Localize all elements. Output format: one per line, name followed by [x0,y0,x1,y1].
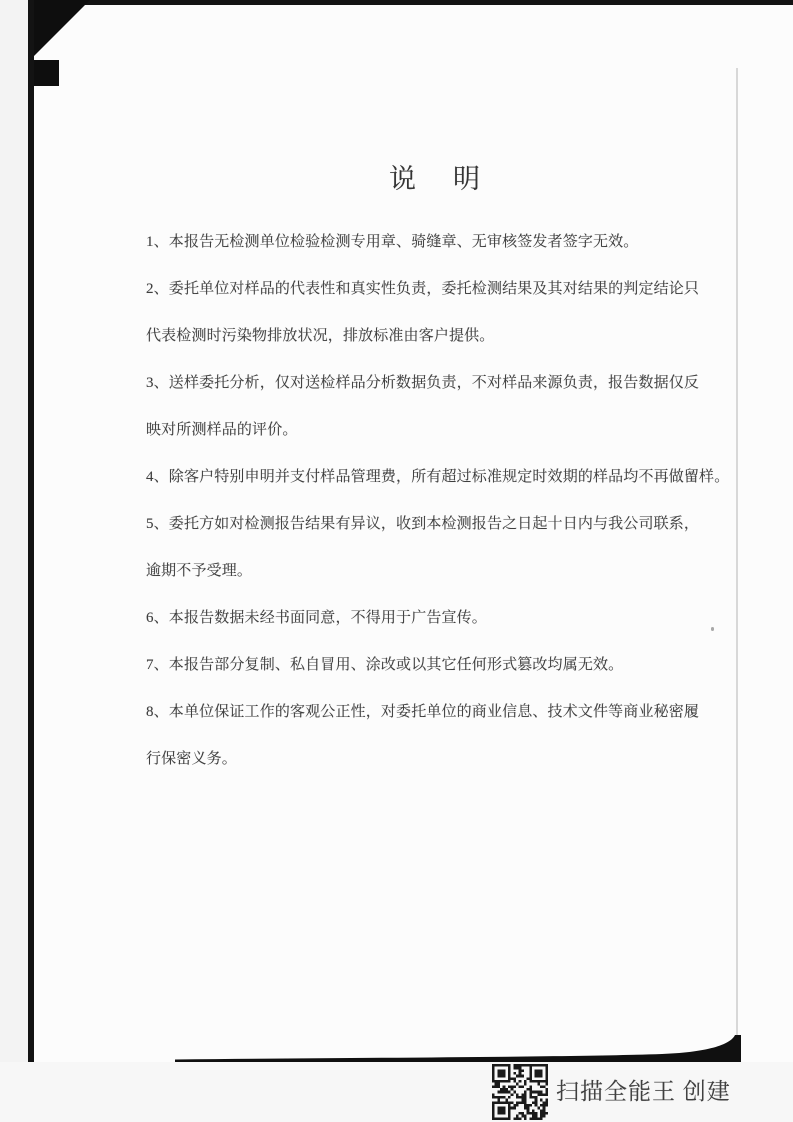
scan-edge-top-artifact [36,0,793,5]
note-line: 3、送样委托分析，仅对送检样品分析数据负责，不对样品来源负责，报告数据仅反 [146,375,700,391]
note-line: 8、本单位保证工作的客观公正性，对委托单位的商业信息、技术文件等商业秘密履 [146,704,700,720]
note-line: 映对所测样品的评价。 [146,422,298,438]
note-item [146,219,728,266]
scanner-watermark-text: 扫描全能王 创建 [556,1079,731,1104]
note-item [146,595,728,642]
scan-corner-triangle-artifact [34,0,90,56]
note-line: 逾期不予受理。 [146,563,253,579]
qr-code-icon [492,1064,548,1120]
note-line: 7、本报告部分复制、私自冒用、涂改或以其它任何形式篡改均属无效。 [146,657,624,673]
note-item [146,642,728,689]
note-item [146,501,728,595]
scan-left-margin [0,0,28,1122]
note-line: 1、本报告无检测单位检验检测专用章、骑缝章、无审核签发者签字无效。 [146,234,639,250]
note-line: 6、本报告数据未经书面同意，不得用于广告宣传。 [146,610,487,626]
page-title: 说 明 [389,164,485,194]
note-item [146,360,728,454]
page-fold-line [736,68,738,1038]
scan-edge-left-artifact [28,0,34,1062]
note-line: 代表检测时污染物排放状况，排放标准由客户提供。 [146,328,495,344]
note-line: 行保密义务。 [146,751,237,767]
note-line: 4、除客户特别申明并支付样品管理费，所有超过标准规定时效期的样品均不再做留样。 [146,469,730,485]
notes-list [146,219,728,783]
page-curl-shadow [0,1028,793,1068]
note-item [146,689,728,783]
note-item [146,266,728,360]
scan-corner-square-artifact [34,60,59,86]
note-line: 5、委托方如对检测报告结果有异议，收到本检测报告之日起十日内与我公司联系， [146,516,700,532]
note-item [146,454,728,501]
note-line: 2、委托单位对样品的代表性和真实性负责，委托检测结果及其对结果的判定结论只 [146,281,700,297]
